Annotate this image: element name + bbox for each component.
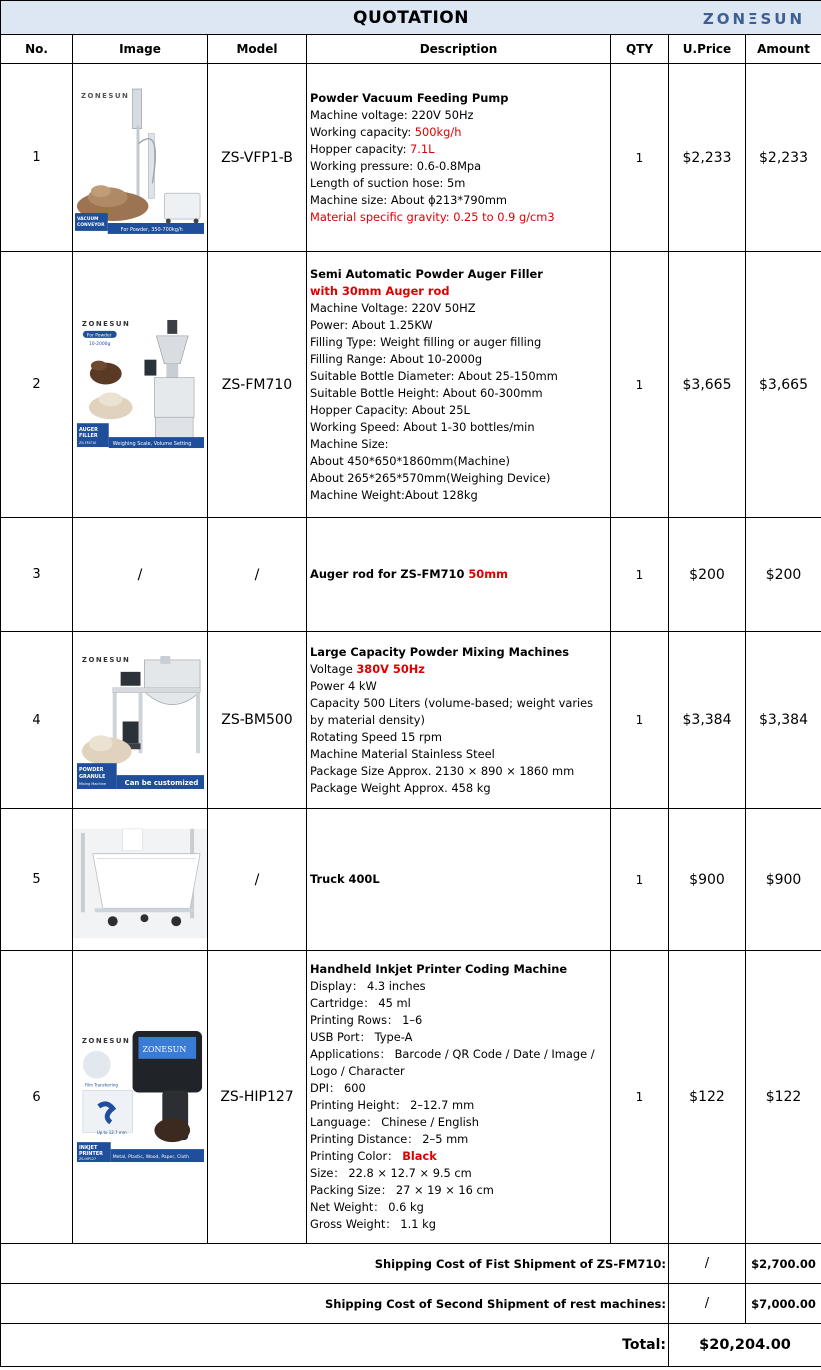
qty-cell: 1 xyxy=(611,64,669,252)
row-number: 2 xyxy=(1,252,73,518)
total-label: Total: xyxy=(1,1324,669,1367)
qty-cell: 1 xyxy=(611,252,669,518)
title-row xyxy=(1,1,821,35)
svg-text:ZONESUN: ZONESUN xyxy=(81,655,131,664)
shipping-row-first xyxy=(1,1244,821,1284)
col-header-uprice: U.Price xyxy=(669,35,746,64)
unit-price-cell: $3,384 xyxy=(669,632,746,809)
description-subtitle: with 30mm Auger rod xyxy=(310,283,450,298)
spec-line: Machine Weight:About 128kg xyxy=(310,487,478,502)
spec-line: Working capacity: 500kg/h xyxy=(310,124,462,139)
svg-text:For Powder: For Powder xyxy=(86,333,112,339)
powder-mixer-image xyxy=(73,632,207,808)
shipping-first-label: Shipping Cost of Fist Shipment of ZS-FM710: xyxy=(1,1244,669,1284)
amount-cell: $900 xyxy=(746,809,821,951)
spec-line: Power: About 1.25KW xyxy=(310,317,433,332)
svg-text:INKJET: INKJET xyxy=(78,1145,98,1152)
truck-image xyxy=(73,809,207,950)
spec-line: Printing Distance： 2–5 mm xyxy=(310,1132,469,1146)
shipping-second-label: Shipping Cost of Second Shipment of rest machines: xyxy=(1,1284,669,1324)
svg-text:ZS-FM710: ZS-FM710 xyxy=(78,441,97,446)
total-row xyxy=(1,1324,821,1367)
amount-cell: $2,233 xyxy=(746,64,821,252)
qty-cell: 1 xyxy=(611,632,669,809)
col-header-description: Description xyxy=(307,35,611,64)
amount-cell: $122 xyxy=(746,951,821,1244)
description-cell xyxy=(307,64,611,252)
row-number: 6 xyxy=(1,951,73,1244)
spec-line: Package Size Approx. 2130 × 890 × 1860 mm xyxy=(310,763,575,778)
svg-text:Film Transferring: Film Transferring xyxy=(84,1082,118,1088)
description-cell xyxy=(307,252,611,518)
svg-text:ZONESUN: ZONESUN xyxy=(81,319,131,328)
svg-text:ZONESUN: ZONESUN xyxy=(80,91,130,100)
qty-cell: 1 xyxy=(611,518,669,632)
unit-price-cell: $2,233 xyxy=(669,64,746,252)
qty-cell: 1 xyxy=(611,809,669,951)
model-cell: ZS-VFP1-B xyxy=(208,64,307,252)
svg-text:GRANULE: GRANULE xyxy=(78,774,106,781)
spec-line: Language： Chinese / English xyxy=(310,1115,479,1129)
row-number: 1 xyxy=(1,64,73,252)
spec-line: Display： 4.3 inches xyxy=(310,979,426,993)
col-header-image: Image xyxy=(73,35,208,64)
table-row xyxy=(1,518,821,632)
product-image-cell xyxy=(73,809,208,951)
description-cell xyxy=(307,809,611,951)
spec-line: Gross Weight： 1.1 kg xyxy=(310,1217,436,1231)
column-header-row xyxy=(1,35,821,64)
svg-text:CONVEYOR: CONVEYOR xyxy=(76,222,105,228)
spec-line: Filling Range: About 10-2000g xyxy=(310,351,483,366)
model-cell: ZS-HIP127 xyxy=(208,951,307,1244)
model-cell: / xyxy=(208,518,307,632)
description-title: Semi Automatic Powder Auger Filler xyxy=(310,266,543,281)
spec-line: Logo / Character xyxy=(310,1064,405,1078)
spec-line: Machine Voltage: 220V 50HZ xyxy=(310,300,476,315)
auger-filler-image xyxy=(73,252,207,517)
shipping-first-value: $2,700.00 xyxy=(746,1244,821,1284)
svg-text:POWDER: POWDER xyxy=(78,767,104,774)
row-number: 4 xyxy=(1,632,73,809)
vacuum-conveyor-image xyxy=(73,64,207,251)
svg-text:Weighing Scale, Volume Setting: Weighing Scale, Volume Setting xyxy=(112,441,192,448)
inkjet-printer-image xyxy=(73,951,207,1243)
unit-price-cell: $122 xyxy=(669,951,746,1244)
spec-line: USB Port： Type-A xyxy=(310,1030,413,1044)
spec-line: by material density) xyxy=(310,712,425,727)
product-image-cell: / xyxy=(73,518,208,632)
amount-cell: $200 xyxy=(746,518,821,632)
svg-text:AUGER: AUGER xyxy=(78,427,98,434)
table-row xyxy=(1,632,821,809)
spec-line: Suitable Bottle Diameter: About 25-150mm xyxy=(310,368,558,383)
svg-text:Mixing Machine: Mixing Machine xyxy=(78,782,106,787)
description-cell xyxy=(307,518,611,632)
spec-line: Hopper Capacity: About 25L xyxy=(310,402,470,417)
shipping-second-qty: / xyxy=(669,1284,746,1324)
table-row xyxy=(1,252,821,518)
row-number: 3 xyxy=(1,518,73,632)
description-title: Truck 400L xyxy=(310,872,380,886)
svg-text:ZONESUN: ZONESUN xyxy=(81,1036,131,1045)
col-header-no: No. xyxy=(1,35,73,64)
spec-line: Printing Height： 2–12.7 mm xyxy=(310,1098,475,1112)
spec-line: Voltage 380V 50Hz xyxy=(310,661,425,676)
description-title: Handheld Inkjet Printer Coding Machine xyxy=(310,962,568,976)
spec-line: Machine voltage: 220V 50Hz xyxy=(310,107,474,122)
spec-line: Working pressure: 0.6-0.8Mpa xyxy=(310,158,482,173)
svg-text:Metal, Plastic, Wood, Paper, C: Metal, Plastic, Wood, Paper, Cloth xyxy=(112,1155,189,1161)
spec-line: Power 4 kW xyxy=(310,678,377,693)
spec-line: About 265*265*570mm(Weighing Device) xyxy=(310,470,551,485)
total-value: $20,204.00 xyxy=(669,1324,821,1367)
spec-line: Hopper capacity: 7.1L xyxy=(310,141,435,156)
model-cell: ZS-FM710 xyxy=(208,252,307,518)
col-header-model: Model xyxy=(208,35,307,64)
product-image-cell xyxy=(73,632,208,809)
shipping-first-qty: / xyxy=(669,1244,746,1284)
spec-line: Packing Size： 27 × 19 × 16 cm xyxy=(310,1183,494,1197)
spec-line: Applications： Barcode / QR Code / Date / Image / xyxy=(310,1047,595,1061)
svg-text:PRINTER: PRINTER xyxy=(78,1151,103,1158)
shipping-row-second xyxy=(1,1284,821,1324)
svg-text:ZS-HIP127: ZS-HIP127 xyxy=(78,1157,97,1162)
description-title: Large Capacity Powder Mixing Machines xyxy=(310,644,570,659)
spec-line: Filling Type: Weight filling or auger filling xyxy=(310,334,542,349)
spec-line: Printing Color： Black xyxy=(310,1149,437,1163)
amount-cell: $3,665 xyxy=(746,252,821,518)
qty-cell: 1 xyxy=(611,951,669,1244)
table-row xyxy=(1,64,821,252)
spec-line: Net Weight： 0.6 kg xyxy=(310,1200,424,1214)
svg-text:ZONESUN: ZONESUN xyxy=(142,1044,187,1054)
spec-line: Rotating Speed 15 rpm xyxy=(310,729,442,744)
model-cell: ZS-BM500 xyxy=(208,632,307,809)
svg-text:10-2000g: 10-2000g xyxy=(88,341,111,347)
spec-line: Cartridge： 45 ml xyxy=(310,996,411,1010)
spec-line: Capacity 500 Liters (volume-based; weight varies xyxy=(310,695,594,710)
product-image-cell xyxy=(73,252,208,518)
description-title: Auger rod for ZS-FM710 50mm xyxy=(310,567,508,581)
table-row xyxy=(1,809,821,951)
spec-line: Working Speed: About 1-30 bottles/min xyxy=(310,419,535,434)
unit-price-cell: $200 xyxy=(669,518,746,632)
description-cell xyxy=(307,951,611,1244)
product-image-cell xyxy=(73,64,208,252)
spec-line: Material specific gravity: 0.25 to 0.9 g/cm3 xyxy=(310,209,555,224)
zonesun-logo: ZONΞSUN xyxy=(702,10,806,28)
svg-text:FILLER: FILLER xyxy=(78,433,98,440)
spec-line: Machine Material Stainless Steel xyxy=(310,746,495,761)
shipping-second-value: $7,000.00 xyxy=(746,1284,821,1324)
description-title: Powder Vacuum Feeding Pump xyxy=(310,90,509,105)
model-cell: / xyxy=(208,809,307,951)
spec-line: Suitable Bottle Height: About 60-300mm xyxy=(310,385,543,400)
svg-text:VACUUM: VACUUM xyxy=(76,217,99,223)
amount-cell: $3,384 xyxy=(746,632,821,809)
spec-line: Package Weight Approx. 458 kg xyxy=(310,780,491,795)
spec-line: DPI： 600 xyxy=(310,1081,366,1095)
col-header-amount: Amount xyxy=(746,35,821,64)
svg-text:For Powder, 350-700kg/h: For Powder, 350-700kg/h xyxy=(120,226,183,233)
quotation-title: QUOTATION xyxy=(353,8,469,28)
product-image-cell xyxy=(73,951,208,1244)
spec-line: Length of suction hose: 5m xyxy=(310,175,466,190)
svg-text:Up to 12.7 mm: Up to 12.7 mm xyxy=(96,1130,127,1136)
spec-line: About 450*650*1860mm(Machine) xyxy=(310,453,510,468)
unit-price-cell: $3,665 xyxy=(669,252,746,518)
spec-line: Printing Rows： 1–6 xyxy=(310,1013,423,1027)
svg-text:Can be customized: Can be customized xyxy=(124,779,199,788)
col-header-qty: QTY xyxy=(611,35,669,64)
table-row xyxy=(1,951,821,1244)
spec-line: Machine Size: xyxy=(310,436,389,451)
row-number: 5 xyxy=(1,809,73,951)
unit-price-cell: $900 xyxy=(669,809,746,951)
spec-line: Size： 22.8 × 12.7 × 9.5 cm xyxy=(310,1166,472,1180)
description-cell xyxy=(307,632,611,809)
spec-line: Machine size: About ϕ213*790mm xyxy=(310,192,508,207)
